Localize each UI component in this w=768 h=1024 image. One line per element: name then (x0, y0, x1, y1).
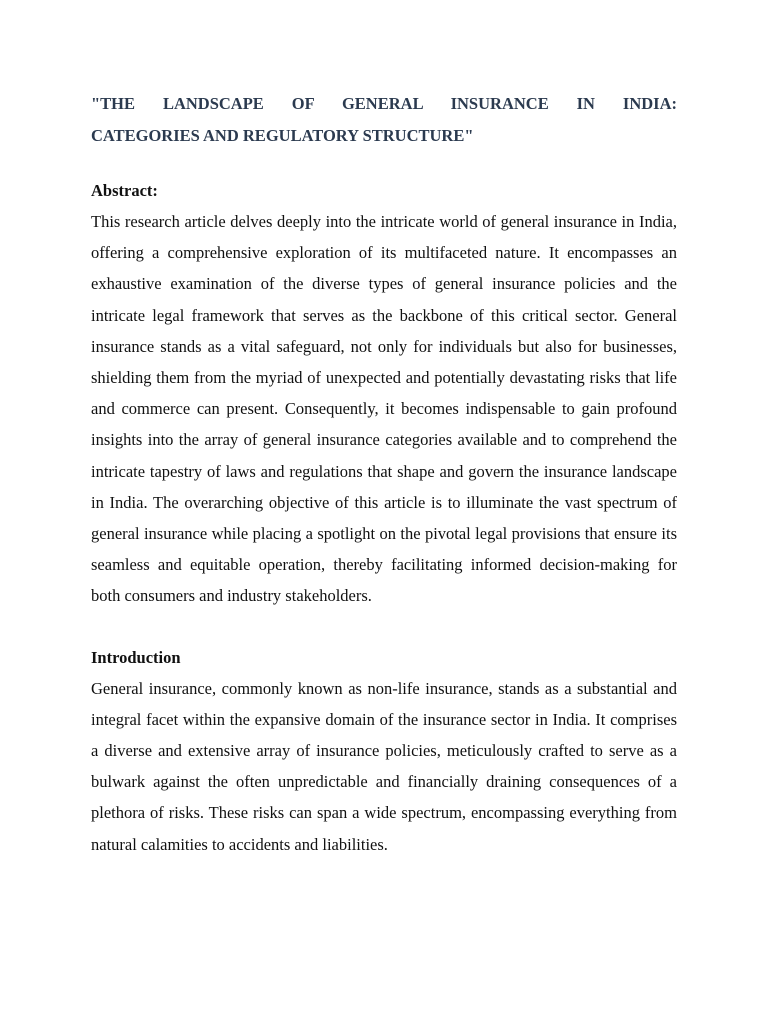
abstract-paragraph: This research article delves deeply into the intricate world of general insurance in India, offering a comprehensive exploration of its multifaceted nature. It encompasses an exhaustive examination of the diverse types of general insurance policies and the intricate legal framework that serves as the backbone of this critical sector. General insurance stands as a vital safeguard, not only for individuals but also for businesses, shielding them from the myriad of unexpected and potentially devastating risks that life and commerce can present. Consequently, it becomes indispensable to gain profound insights into the array of general insurance categories available and to comprehend the intricate tapestry of laws and regulations that shape and govern the insurance landscape in India. The overarching objective of this article is to illuminate the vast spectrum of general insurance while placing a spotlight on the pivotal legal provisions that ensure its seamless and equitable operation, thereby facilitating informed decision-making for both consumers and industry stakeholders. (91, 212, 677, 606)
document-content (91, 88, 677, 860)
document-title (91, 88, 677, 152)
document-title-line-1: "THE LANDSCAPE OF GENERAL INSURANCE IN INDIA: (91, 94, 677, 113)
introduction-heading: Introduction (91, 647, 181, 667)
abstract-heading: Abstract: (91, 181, 158, 200)
introduction-paragraph: General insurance, commonly known as non-life insurance, stands as a substantial and integral facet within the expansive domain of the insurance sector in India. It comprises a diverse and extensive array of insurance policies, meticulously crafted to serve as a bulwark against the often unpredictable and financially draining consequences of a plethora of risks. These risks can span a wide spectrum, encompassing everything from natural calamities to accidents and liabilities. (91, 678, 677, 854)
document-title-line-2: CATEGORIES AND REGULATORY STRUCTURE" (91, 126, 474, 145)
